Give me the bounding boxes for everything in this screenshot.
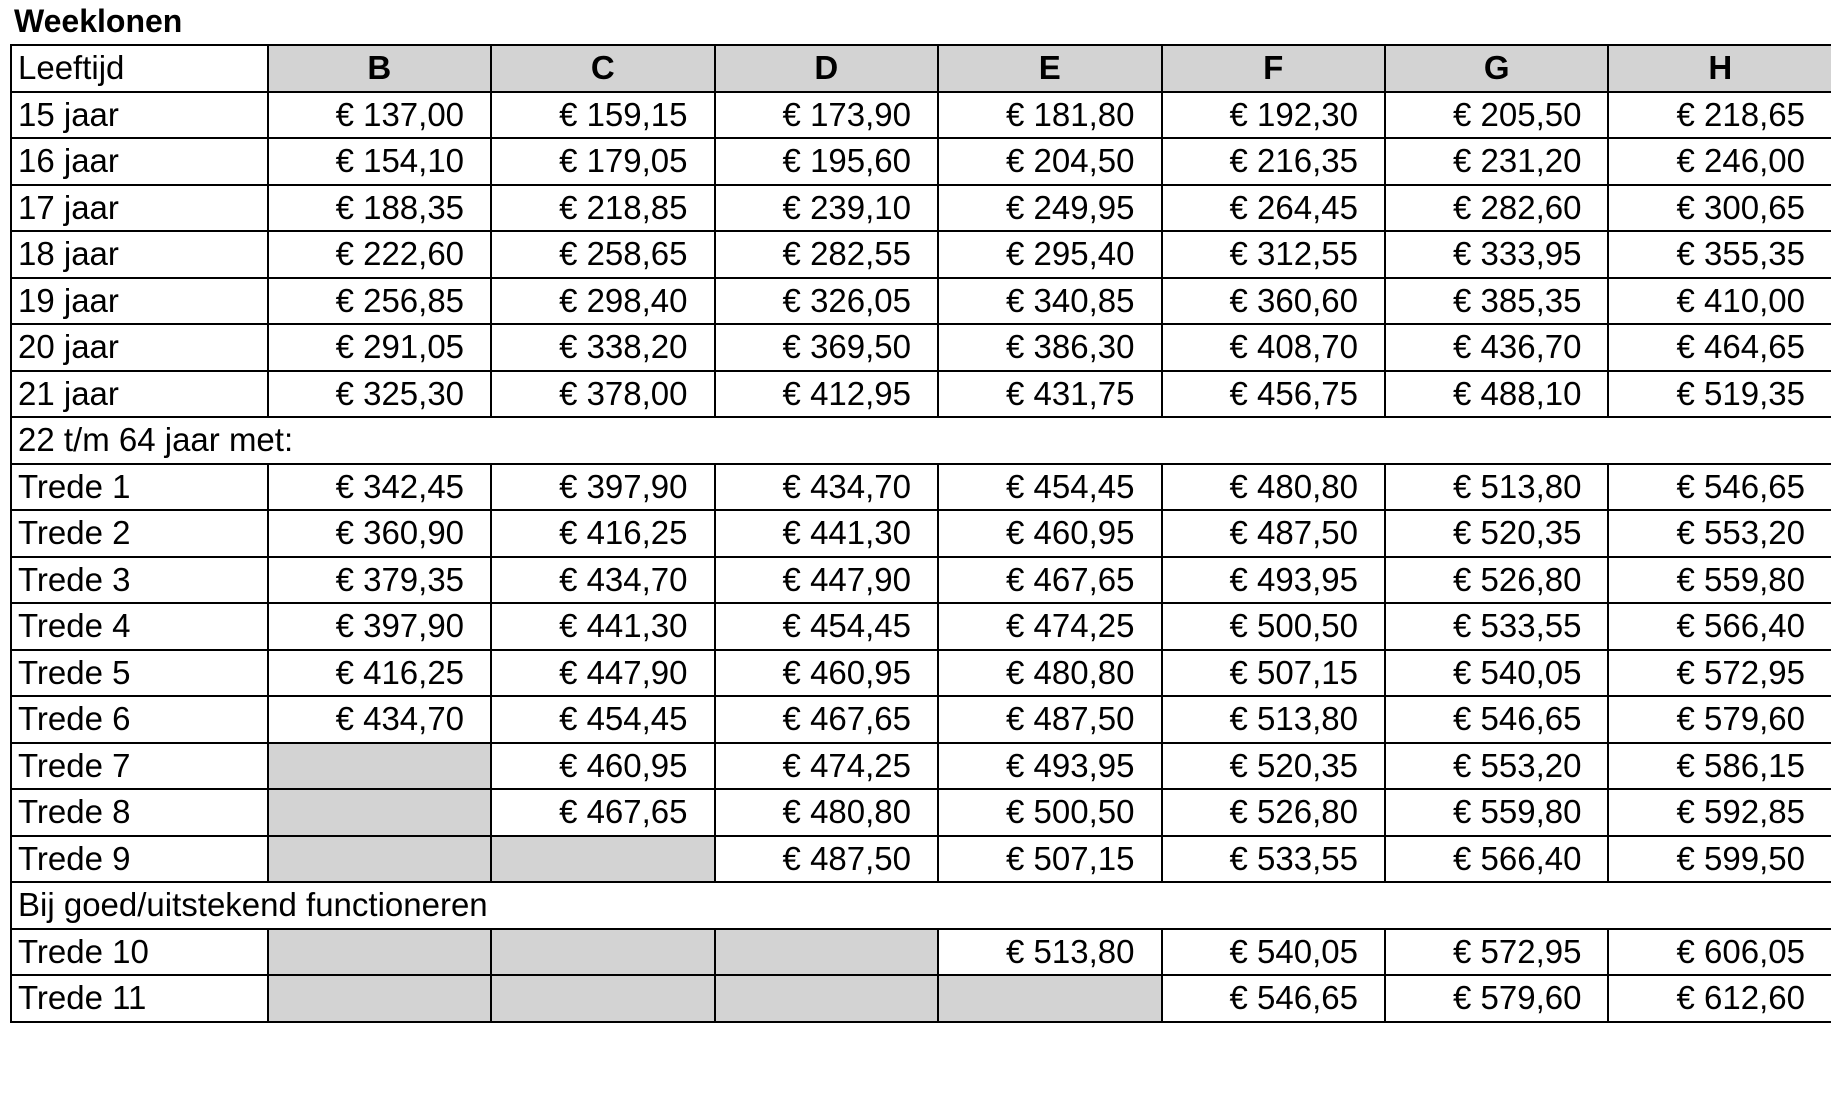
row-label: 15 jaar <box>11 92 268 139</box>
section-heading-bonus: Bij goed/uitstekend functioneren <box>11 882 1831 929</box>
wage-cell: € 434,70 <box>268 696 491 743</box>
wage-cell: € 586,15 <box>1608 743 1831 790</box>
wage-cell: € 480,80 <box>1162 464 1385 511</box>
row-label: 20 jaar <box>11 324 268 371</box>
wage-cell: € 218,65 <box>1608 92 1831 139</box>
weekly-wage-table <box>10 44 1831 1023</box>
row-label: Trede 8 <box>11 789 268 836</box>
empty-cell <box>268 929 491 976</box>
wage-cell: € 173,90 <box>715 92 938 139</box>
table-row <box>11 92 1831 139</box>
wage-cell: € 572,95 <box>1608 650 1831 697</box>
scale-header: E <box>938 45 1161 92</box>
wage-cell: € 540,05 <box>1385 650 1608 697</box>
table-row <box>11 185 1831 232</box>
wage-cell: € 246,00 <box>1608 138 1831 185</box>
wage-cell: € 369,50 <box>715 324 938 371</box>
wage-cell: € 474,25 <box>715 743 938 790</box>
row-label: 21 jaar <box>11 371 268 418</box>
wage-cell: € 239,10 <box>715 185 938 232</box>
table-row <box>11 278 1831 325</box>
wage-cell: € 205,50 <box>1385 92 1608 139</box>
wage-cell: € 592,85 <box>1608 789 1831 836</box>
wage-cell: € 231,20 <box>1385 138 1608 185</box>
empty-cell <box>268 836 491 883</box>
wage-cell: € 192,30 <box>1162 92 1385 139</box>
row-label: 17 jaar <box>11 185 268 232</box>
wage-cell: € 379,35 <box>268 557 491 604</box>
wage-cell: € 579,60 <box>1608 696 1831 743</box>
wage-cell: € 464,65 <box>1608 324 1831 371</box>
wage-cell: € 338,20 <box>491 324 714 371</box>
table-row <box>11 696 1831 743</box>
empty-cell <box>268 743 491 790</box>
table-row <box>11 371 1831 418</box>
scale-header: F <box>1162 45 1385 92</box>
row-label: 18 jaar <box>11 231 268 278</box>
row-label: Trede 5 <box>11 650 268 697</box>
wage-cell: € 312,55 <box>1162 231 1385 278</box>
row-label: 19 jaar <box>11 278 268 325</box>
section-row <box>11 417 1831 464</box>
wage-cell: € 513,80 <box>1162 696 1385 743</box>
wage-cell: € 340,85 <box>938 278 1161 325</box>
scale-header: G <box>1385 45 1608 92</box>
wage-cell: € 447,90 <box>715 557 938 604</box>
wage-cell: € 546,65 <box>1385 696 1608 743</box>
wage-cell: € 291,05 <box>268 324 491 371</box>
row-label: Trede 11 <box>11 975 268 1022</box>
wage-cell: € 553,20 <box>1608 510 1831 557</box>
wage-cell: € 298,40 <box>491 278 714 325</box>
wage-cell: € 454,45 <box>715 603 938 650</box>
wage-cell: € 181,80 <box>938 92 1161 139</box>
wage-cell: € 385,35 <box>1385 278 1608 325</box>
wage-cell: € 606,05 <box>1608 929 1831 976</box>
wage-cell: € 526,80 <box>1162 789 1385 836</box>
table-row <box>11 464 1831 511</box>
scale-header: B <box>268 45 491 92</box>
wage-cell: € 513,80 <box>938 929 1161 976</box>
table-row <box>11 231 1831 278</box>
page-title: Weeklonen <box>14 3 183 39</box>
wage-cell: € 500,50 <box>1162 603 1385 650</box>
wage-cell: € 360,90 <box>268 510 491 557</box>
wage-cell: € 520,35 <box>1385 510 1608 557</box>
wage-cell: € 397,90 <box>491 464 714 511</box>
row-label: Trede 2 <box>11 510 268 557</box>
wage-cell: € 222,60 <box>268 231 491 278</box>
scale-header: D <box>715 45 938 92</box>
table-row <box>11 510 1831 557</box>
wage-cell: € 579,60 <box>1385 975 1608 1022</box>
wage-cell: € 216,35 <box>1162 138 1385 185</box>
wage-cell: € 520,35 <box>1162 743 1385 790</box>
wage-cell: € 159,15 <box>491 92 714 139</box>
empty-cell <box>491 836 714 883</box>
wage-cell: € 559,80 <box>1608 557 1831 604</box>
wage-cell: € 195,60 <box>715 138 938 185</box>
row-label: 16 jaar <box>11 138 268 185</box>
wage-cell: € 454,45 <box>938 464 1161 511</box>
wage-cell: € 487,50 <box>938 696 1161 743</box>
wage-cell: € 441,30 <box>491 603 714 650</box>
wage-cell: € 467,65 <box>491 789 714 836</box>
table-row <box>11 929 1831 976</box>
table-row <box>11 789 1831 836</box>
wage-cell: € 507,15 <box>938 836 1161 883</box>
table-row <box>11 743 1831 790</box>
wage-cell: € 441,30 <box>715 510 938 557</box>
wage-cell: € 256,85 <box>268 278 491 325</box>
wage-cell: € 434,70 <box>491 557 714 604</box>
wage-cell: € 572,95 <box>1385 929 1608 976</box>
scale-header: C <box>491 45 714 92</box>
wage-cell: € 295,40 <box>938 231 1161 278</box>
wage-cell: € 488,10 <box>1385 371 1608 418</box>
wage-cell: € 282,60 <box>1385 185 1608 232</box>
table-row <box>11 324 1831 371</box>
row-label: Trede 4 <box>11 603 268 650</box>
wage-cell: € 546,65 <box>1608 464 1831 511</box>
wage-cell: € 460,95 <box>715 650 938 697</box>
wage-cell: € 416,25 <box>491 510 714 557</box>
wage-cell: € 204,50 <box>938 138 1161 185</box>
empty-cell <box>491 929 714 976</box>
wage-cell: € 460,95 <box>938 510 1161 557</box>
wage-cell: € 546,65 <box>1162 975 1385 1022</box>
wage-cell: € 342,45 <box>268 464 491 511</box>
table-row <box>11 557 1831 604</box>
scale-header: H <box>1608 45 1831 92</box>
wage-cell: € 397,90 <box>268 603 491 650</box>
wage-cell: € 410,00 <box>1608 278 1831 325</box>
wage-cell: € 566,40 <box>1608 603 1831 650</box>
table-row <box>11 603 1831 650</box>
wage-cell: € 533,55 <box>1385 603 1608 650</box>
wage-cell: € 264,45 <box>1162 185 1385 232</box>
empty-cell <box>715 929 938 976</box>
wage-cell: € 360,60 <box>1162 278 1385 325</box>
wage-cell: € 300,65 <box>1608 185 1831 232</box>
wage-cell: € 480,80 <box>938 650 1161 697</box>
wage-cell: € 188,35 <box>268 185 491 232</box>
wage-cell: € 408,70 <box>1162 324 1385 371</box>
table-row <box>11 650 1831 697</box>
wage-cell: € 480,80 <box>715 789 938 836</box>
wage-cell: € 282,55 <box>715 231 938 278</box>
wage-cell: € 467,65 <box>715 696 938 743</box>
wage-cell: € 218,85 <box>491 185 714 232</box>
wage-cell: € 456,75 <box>1162 371 1385 418</box>
wage-cell: € 454,45 <box>491 696 714 743</box>
wage-cell: € 436,70 <box>1385 324 1608 371</box>
empty-cell <box>938 975 1161 1022</box>
section-heading-steps: 22 t/m 64 jaar met: <box>11 417 1831 464</box>
row-label: Trede 6 <box>11 696 268 743</box>
wage-cell: € 431,75 <box>938 371 1161 418</box>
wage-cell: € 493,95 <box>1162 557 1385 604</box>
wage-cell: € 326,05 <box>715 278 938 325</box>
row-label: Trede 9 <box>11 836 268 883</box>
wage-cell: € 154,10 <box>268 138 491 185</box>
row-label: Trede 1 <box>11 464 268 511</box>
wage-cell: € 447,90 <box>491 650 714 697</box>
wage-cell: € 137,00 <box>268 92 491 139</box>
wage-cell: € 553,20 <box>1385 743 1608 790</box>
table-row <box>11 836 1831 883</box>
wage-cell: € 559,80 <box>1385 789 1608 836</box>
wage-cell: € 325,30 <box>268 371 491 418</box>
row-label: Trede 10 <box>11 929 268 976</box>
wage-cell: € 378,00 <box>491 371 714 418</box>
table-header-row <box>11 45 1831 92</box>
wage-cell: € 460,95 <box>491 743 714 790</box>
row-label: Trede 7 <box>11 743 268 790</box>
wage-cell: € 533,55 <box>1162 836 1385 883</box>
wage-cell: € 513,80 <box>1385 464 1608 511</box>
age-column-header: Leeftijd <box>11 45 268 92</box>
wage-cell: € 507,15 <box>1162 650 1385 697</box>
wage-cell: € 599,50 <box>1608 836 1831 883</box>
wage-cell: € 500,50 <box>938 789 1161 836</box>
empty-cell <box>268 975 491 1022</box>
wage-cell: € 416,25 <box>268 650 491 697</box>
wage-cell: € 249,95 <box>938 185 1161 232</box>
empty-cell <box>491 975 714 1022</box>
wage-cell: € 258,65 <box>491 231 714 278</box>
wage-cell: € 434,70 <box>715 464 938 511</box>
wage-cell: € 386,30 <box>938 324 1161 371</box>
section-row <box>11 882 1831 929</box>
table-row <box>11 975 1831 1022</box>
wage-cell: € 526,80 <box>1385 557 1608 604</box>
wage-cell: € 412,95 <box>715 371 938 418</box>
wage-cell: € 612,60 <box>1608 975 1831 1022</box>
wage-cell: € 540,05 <box>1162 929 1385 976</box>
wage-cell: € 467,65 <box>938 557 1161 604</box>
wage-cell: € 493,95 <box>938 743 1161 790</box>
wage-cell: € 487,50 <box>715 836 938 883</box>
wage-cell: € 179,05 <box>491 138 714 185</box>
wage-cell: € 474,25 <box>938 603 1161 650</box>
wage-cell: € 566,40 <box>1385 836 1608 883</box>
table-row <box>11 138 1831 185</box>
empty-cell <box>268 789 491 836</box>
table-body <box>11 92 1831 1022</box>
wage-cell: € 355,35 <box>1608 231 1831 278</box>
row-label: Trede 3 <box>11 557 268 604</box>
empty-cell <box>715 975 938 1022</box>
wage-cell: € 333,95 <box>1385 231 1608 278</box>
wage-cell: € 487,50 <box>1162 510 1385 557</box>
wage-cell: € 519,35 <box>1608 371 1831 418</box>
